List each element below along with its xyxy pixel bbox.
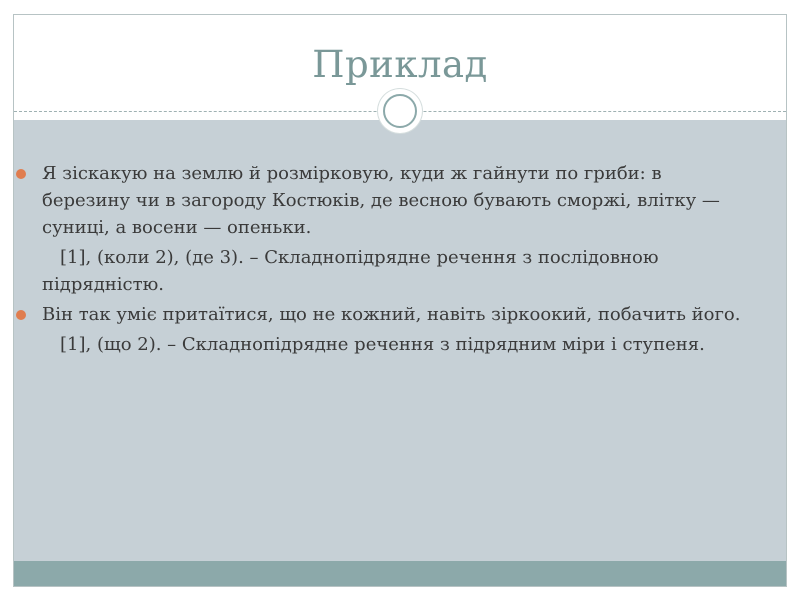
answer-line: [1], (коли 2), (де 3). – Складнопідрядне речення з послідовною [60,247,659,268]
example-sentence: Він так уміє притаїтися, що не кожний, навіть зіркоокий, побачить його. [42,304,741,325]
footer-bar [14,561,786,587]
answer-line: [1], (що 2). – Складнопідрядне речення з підрядним міри і ступеня. [60,334,705,355]
slide-title: Приклад [312,43,488,86]
circle-bullet-icon [16,169,26,179]
example-sentence: Я зіскакую на землю й розмірковую, куди ж гайнути по гриби: в березину чи в загороду Костюків, де весною бувають сморжі, влітку — суниці, а восени — опеньки. [42,163,720,238]
list-item [0,160,774,241]
ring-inner [383,94,417,128]
circle-bullet-icon [16,310,26,320]
ring-ornament-icon [378,89,422,133]
answer-line: підрядністю. [42,274,164,295]
example-answer [0,244,774,298]
list-item [0,301,774,328]
slide-body [0,160,774,361]
example-answer [0,331,774,358]
